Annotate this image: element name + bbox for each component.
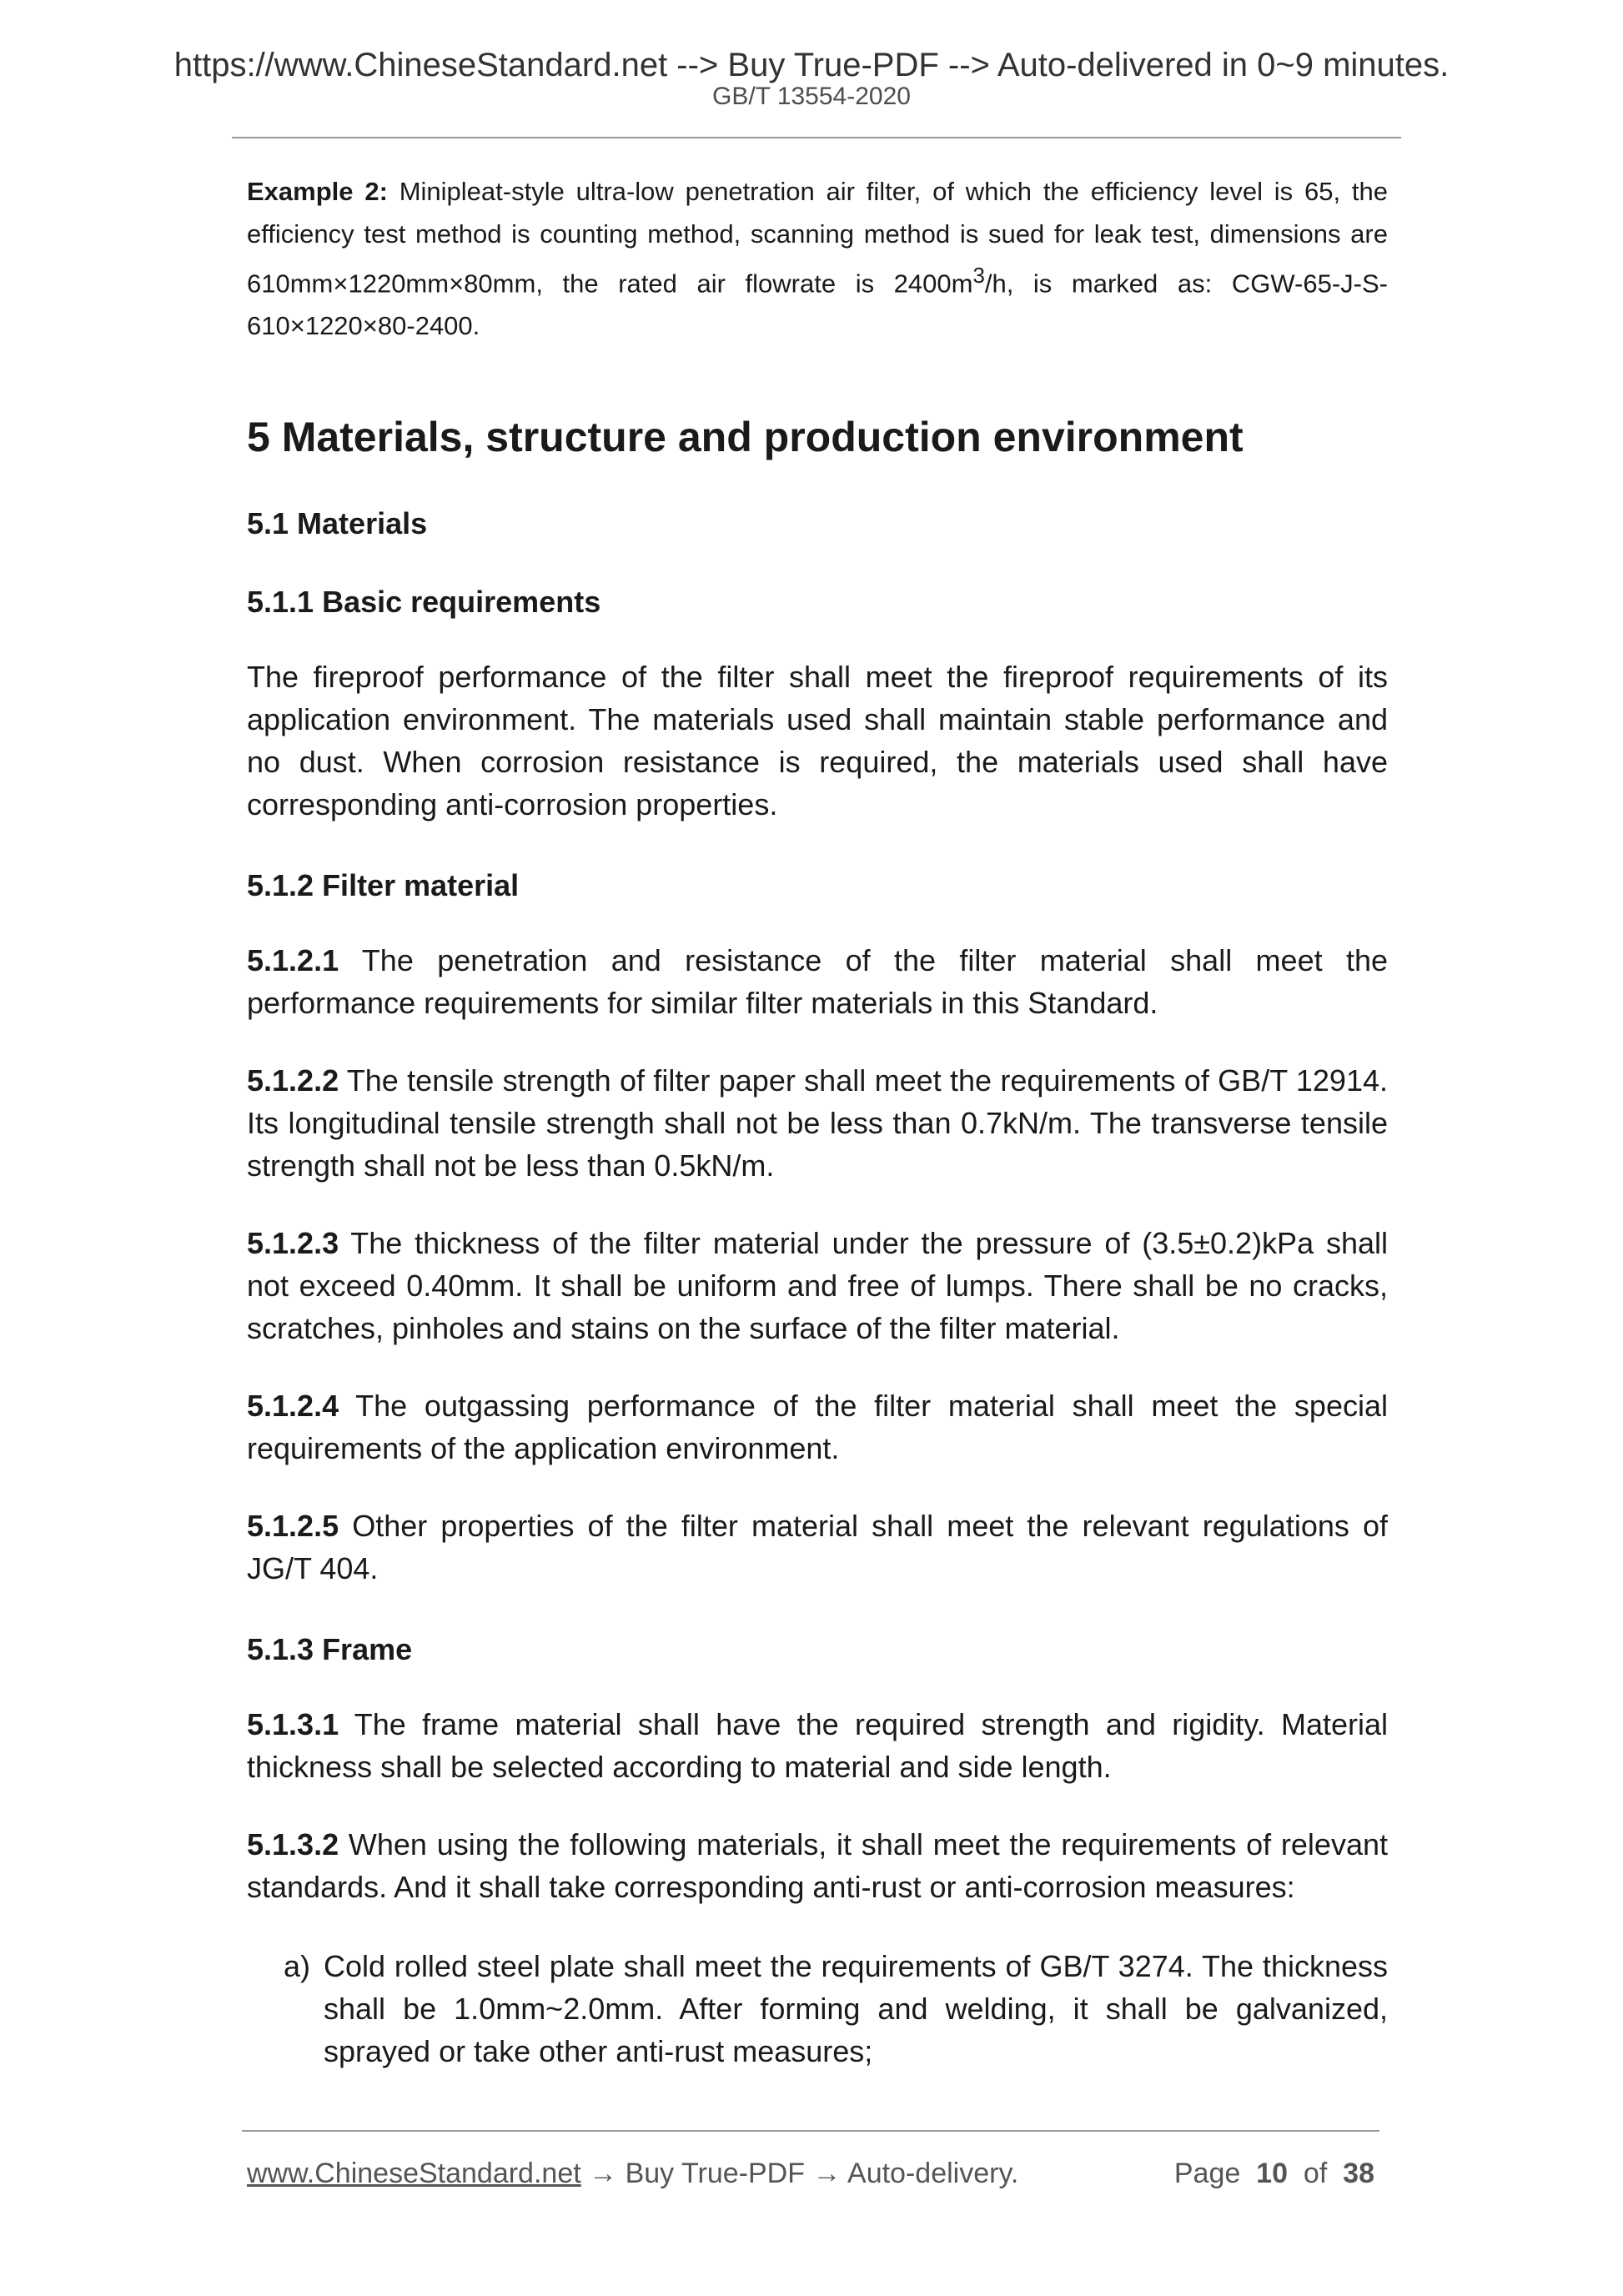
- list-marker: a): [284, 1949, 311, 1984]
- heading-5-1-2: 5.1.2 Filter material: [247, 868, 520, 903]
- header-divider: [232, 137, 1401, 138]
- clause-text: When using the following materials, it shall meet the requirements of relevant standards. And it shall take corresponding anti-rust or anti-corrosion measures:: [247, 1827, 1388, 1905]
- footer-site-link[interactable]: www.ChineseStandard.net: [247, 2158, 581, 2189]
- footer-divider: [242, 2130, 1379, 2132]
- paragraph-5-1-1: The fireproof performance of the filter shall meet the fireproof requirements of its application environment. The materials used shall maintain stable performance and no dust. When corrosion resistance is required, the materials used shall have corresponding anti-corrosion properties.: [247, 660, 1388, 822]
- document-body: [247, 170, 1388, 2072]
- clause-5-1-2-5: [247, 1505, 1388, 1590]
- clause-number: 5.1.2.2: [247, 1063, 339, 1098]
- page-total: 38: [1343, 2158, 1374, 2189]
- heading-5-1-3: 5.1.3 Frame: [247, 1632, 413, 1667]
- clause-text: Other properties of the filter material shall meet the relevant regulations of JG/T 404.: [247, 1509, 1388, 1586]
- clause-5-1-2-4: [247, 1384, 1388, 1470]
- clause-5-1-2-3: [247, 1222, 1388, 1349]
- list-item-text: Cold rolled steel plate shall meet the requirements of GB/T 3274. The thickness shall be 1.0mm~2.0mm. After forming and welding, it shall be galvanized, sprayed or take other anti-rust measures;: [324, 1949, 1388, 2069]
- page-indicator: [1174, 2155, 1374, 2192]
- clause-number: 5.1.3.2: [247, 1827, 339, 1862]
- heading-5-1-1: 5.1.1 Basic requirements: [247, 585, 601, 620]
- example-2-label: Example 2:: [247, 177, 388, 206]
- clause-5-1-3-2: [247, 1823, 1388, 1908]
- clause-5-1-2-2: [247, 1059, 1388, 1187]
- clause-text: The frame material shall have the required strength and rigidity. Material thickness shall be selected according to material and side length.: [247, 1707, 1388, 1785]
- example-2-text-end: /h, is marked as: CGW-65-J-S-610×1220×80-2400.: [247, 269, 1388, 341]
- clause-text: The outgassing performance of the filter material shall meet the special requirements of the application environment.: [247, 1389, 1388, 1466]
- clause-5-1-3-1: [247, 1703, 1388, 1788]
- arrow-right-icon: →: [812, 2158, 842, 2189]
- footer-buy-text: Buy True-PDF: [625, 2158, 805, 2189]
- clause-5-1-2-1: [247, 939, 1388, 1024]
- clause-number: 5.1.2.1: [247, 943, 339, 978]
- list-item-a: [247, 1945, 1388, 2072]
- clause-number: 5.1.3.1: [247, 1707, 339, 1742]
- example-2-paragraph: [247, 170, 1388, 347]
- footer-left: [247, 2155, 1018, 2192]
- clause-text: The penetration and resistance of the filter material shall meet the performance requirements for similar filter materials in this Standard.: [247, 943, 1388, 1021]
- example-2-superscript: 3: [972, 264, 985, 288]
- clause-number: 5.1.2.4: [247, 1389, 339, 1424]
- example-2-text-start: Minipleat-style ultra-low penetration air filter, of which the efficiency level is 65, the efficiency test method is counting method, scanning method is sued for leak test, dimensions are 610mm×1220mm×80mm, the rated air flowrate is 2400m: [247, 177, 1388, 299]
- page-number: 10: [1256, 2158, 1288, 2189]
- clause-number: 5.1.2.3: [247, 1226, 339, 1261]
- page-label: Page: [1173, 2158, 1241, 2189]
- source-banner: https://www.ChineseStandard.net --> Buy True-PDF --> Auto-delivered in 0~9 minutes.: [173, 47, 1450, 83]
- section-5-title: 5 Materials, structure and production environment: [247, 414, 1244, 461]
- clause-text: The tensile strength of filter paper shall meet the requirements of GB/T 12914. Its longitudinal tensile strength shall not be less than 0.7kN/m. The transverse tensile strength shall not be less than 0.5kN/m.: [247, 1063, 1388, 1183]
- clause-text: The thickness of the filter material under the pressure of (3.5±0.2)kPa shall not exceed 0.40mm. It shall be uniform and free of lumps. There shall be no cracks, scratches, pinholes and stains on the surface of the filter material.: [247, 1226, 1388, 1346]
- standard-code: GB/T 13554-2020: [712, 83, 911, 110]
- heading-5-1: 5.1 Materials: [247, 506, 428, 541]
- footer-delivery-text: Auto-delivery.: [847, 2158, 1019, 2189]
- arrow-right-icon: →: [589, 2158, 618, 2189]
- clause-number: 5.1.2.5: [247, 1509, 339, 1544]
- of-label: of: [1303, 2158, 1328, 2189]
